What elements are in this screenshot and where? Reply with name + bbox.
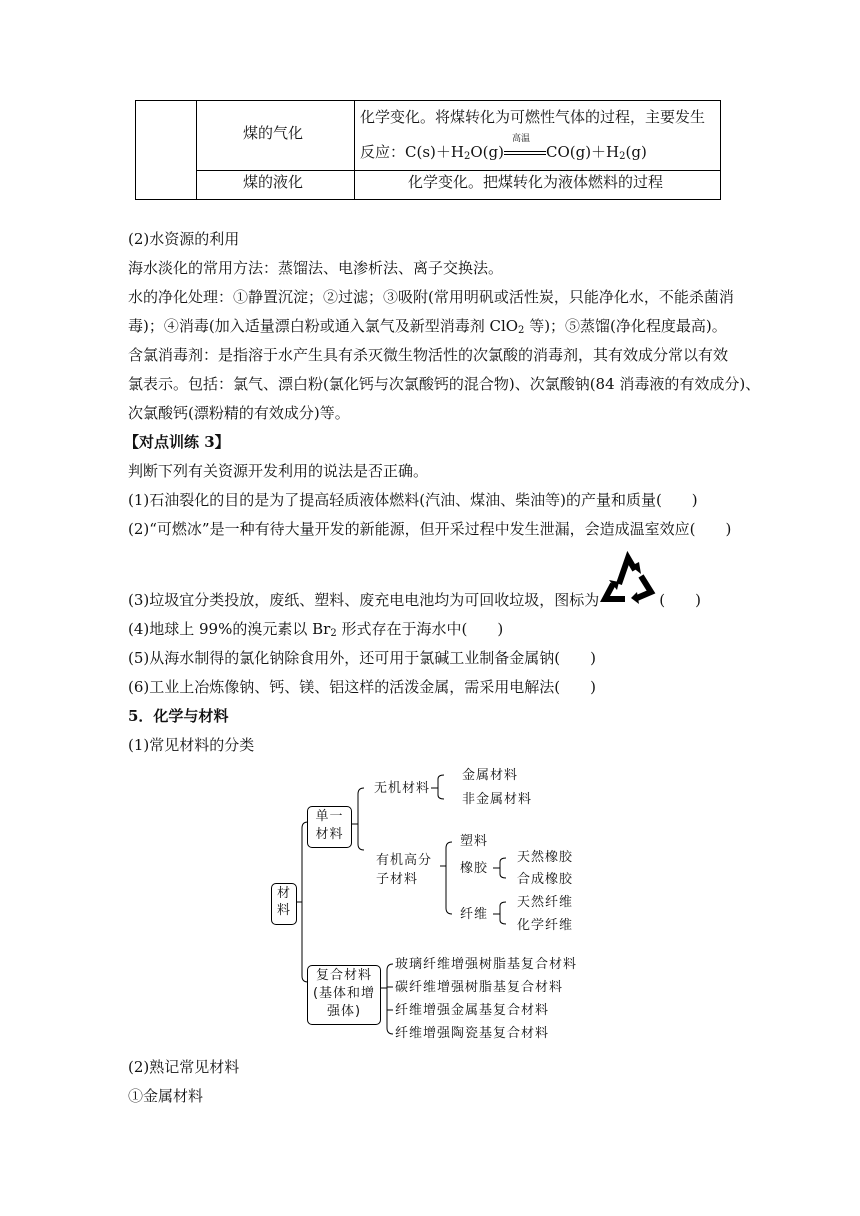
tree-root: 材料: [276, 886, 291, 918]
recycle-icon: [597, 548, 659, 606]
coal-liquefaction-label: 煤的液化: [243, 173, 304, 191]
tree-composite: 复合材料 (基体和增 强体): [312, 968, 376, 1019]
exercise-q3: (3)垃圾宜分类投放，废纸、塑料、废充电电池均为可回收垃圾，图标为 ( ): [128, 591, 701, 609]
purify-line-2: 毒)；④消毒(加入适量漂白粉或通入氯气及新型消毒剂 ClO$_2$ 等)；⑤蒸馏(净化程度最高)。: [128, 317, 727, 336]
tree-composite-item-3: 纤维增强金属基复合材料: [395, 1003, 550, 1018]
tree-composite-item-1: 玻璃纤维增强树脂基复合材料: [395, 957, 578, 972]
materials-sub2: (2)熟记常见材料: [128, 1058, 240, 1076]
desalination-text: 海水淡化的常用方法：蒸馏法、电渗析法、离子交换法。: [128, 259, 504, 277]
coal-gasification-label: 煤的气化: [243, 124, 304, 142]
tree-natural-rubber: 天然橡胶: [517, 850, 574, 865]
chlorine-line-1: 含氯消毒剂：是指溶于水产生具有杀灭微生物活性的次氯酸的消毒剂，其有效成分常以有效: [128, 346, 729, 364]
purify-line-1: 水的净化处理：①静置沉淀；②过滤；③吸附(常用明矾或活性炭，只能净化水，不能杀菌消: [128, 288, 734, 306]
water-heading: (2)水资源的利用: [128, 230, 240, 248]
exercise-q1: (1)石油裂化的目的是为了提高轻质液体燃料(汽油、煤油、柴油等)的产量和质量( ): [128, 491, 698, 509]
materials-sub2-item1: ①金属材料: [128, 1087, 204, 1105]
coal-gasification-equation: 反应：$C(s)+H_2O(g)$ 高温 $CO(g)+H_2(g)$: [360, 134, 647, 162]
tree-nonmetal: 非金属材料: [462, 792, 533, 807]
tree-inorganic: 无机材料: [374, 781, 431, 796]
exercise-q2: (2)“可燃冰”是一种有待大量开发的新能源，但开采过程中发生泄漏，会造成温室效应( ): [128, 520, 732, 538]
chlorine-line-3: 次氯酸钙(漂粉精的有效成分)等。: [128, 404, 350, 422]
materials-sub1: (1)常见材料的分类: [128, 736, 255, 754]
exercise-title: 【对点训练 3】: [124, 433, 230, 451]
coal-gasification-desc: 化学变化。将煤转化为可燃性气体的过程，主要发生: [360, 108, 706, 126]
tree-fiber: 纤维: [460, 907, 489, 922]
tree-composite-item-2: 碳纤维增强树脂基复合材料: [395, 980, 564, 995]
exercise-q6: (6)工业上冶炼像钠、钙、镁、铝这样的活泼金属，需采用电解法( ): [128, 678, 596, 696]
coal-liquefaction-desc: 化学变化。把煤转化为液体燃料的过程: [408, 173, 664, 191]
materials-heading: 5．化学与材料: [128, 707, 229, 725]
exercise-q5: (5)从海水制得的氯化钠除食用外，还可用于氯碱工业制备金属钠( ): [128, 649, 596, 667]
tree-natural-fiber: 天然纤维: [517, 895, 574, 910]
exercise-intro: 判断下列有关资源开发利用的说法是否正确。: [128, 462, 429, 480]
tree-organic-line1: 有机高分: [376, 853, 433, 868]
tree-synthetic-rubber: 合成橡胶: [517, 872, 574, 887]
tree-organic-line2: 子材料: [376, 872, 419, 887]
tree-plastic: 塑料: [460, 834, 489, 849]
tree-chemical-fiber: 化学纤维: [517, 918, 574, 933]
tree-single: 单一 材料: [315, 809, 344, 842]
exercise-q4: (4)地球上 99%的溴元素以 $Br_2$ 形式存在于海水中( ): [128, 620, 504, 639]
tree-composite-item-4: 纤维增强陶瓷基复合材料: [395, 1026, 550, 1041]
tree-rubber: 橡胶: [460, 861, 489, 876]
chlorine-line-2: 氯表示。包括：氯气、漂白粉(氯化钙与次氯酸钙的混合物)、次氯酸钠(84 消毒液的有效成分)、: [128, 375, 761, 393]
tree-metal: 金属材料: [462, 768, 519, 783]
reaction-condition: 高温: [504, 146, 546, 160]
